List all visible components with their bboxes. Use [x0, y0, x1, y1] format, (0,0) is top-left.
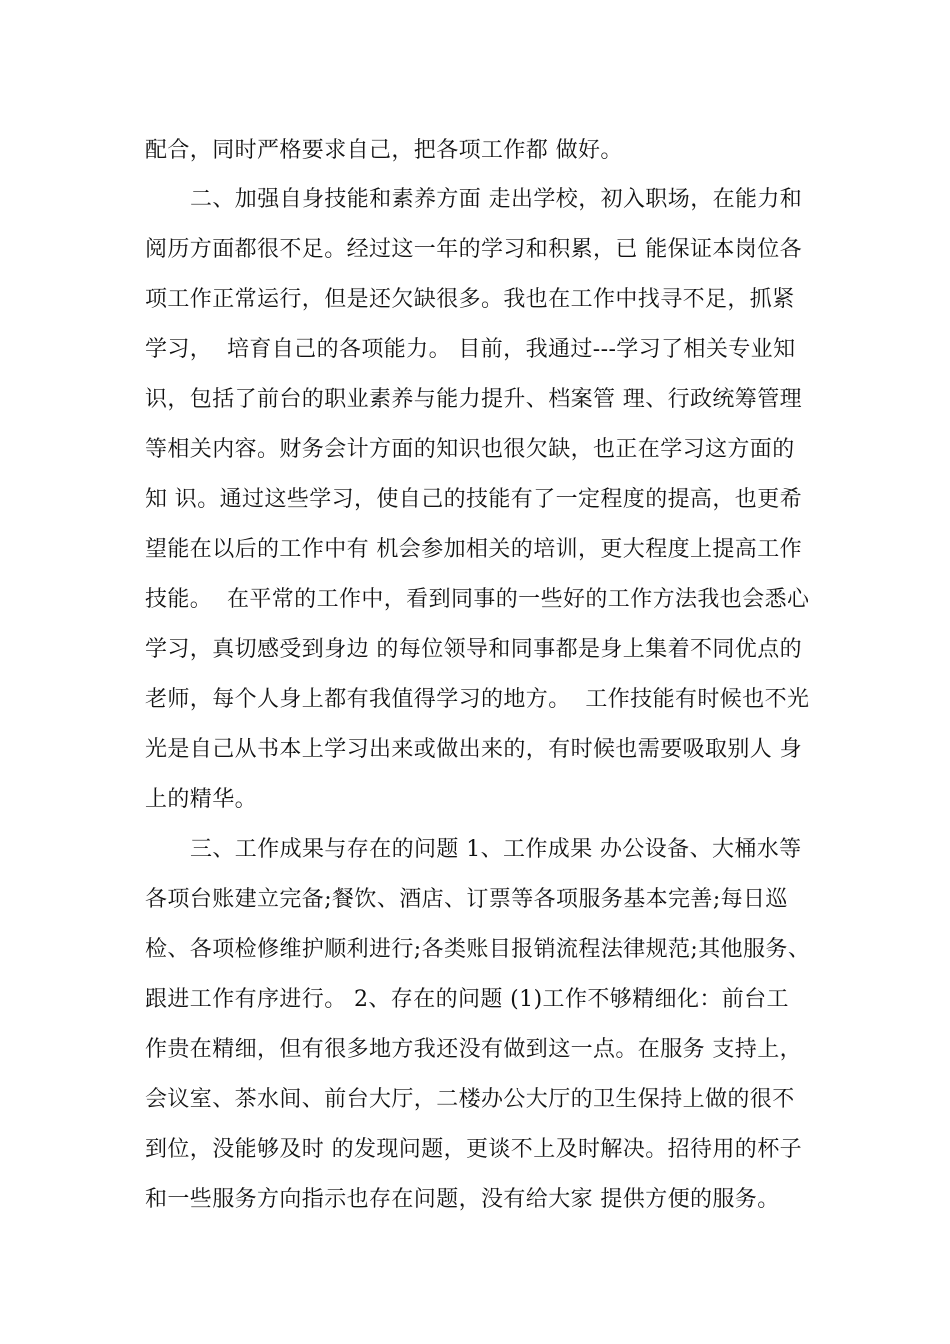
- text-line: 识，包括了前台的职业素养与能力提升、档案管 理、行政统筹管理: [145, 387, 802, 412]
- text-line: 光是自己从书本上学习出来或做出来的，有时候也需要吸取别人 身: [145, 737, 802, 762]
- text-line: 各项台账建立完备;餐饮、酒店、订票等各项服务基本完善;每日巡: [145, 887, 788, 912]
- text-line: 会议室、茶水间、前台大厅，二楼办公大厅的卫生保持上做的很不: [145, 1087, 795, 1112]
- text-line: 二、加强自身技能和素养方面 走出学校，初入职场，在能力和: [190, 187, 803, 212]
- text-line: 三、工作成果与存在的问题 1、工作成果 办公设备、大桶水等: [190, 837, 802, 862]
- text-line: 望能在以后的工作中有 机会参加相关的培训，更大程度上提高工作: [145, 537, 802, 562]
- text-line: 学习，真切感受到身边 的每位领导和同事都是身上集着不同优点的: [145, 637, 802, 662]
- text-line: 跟进工作有序进行。 2、存在的问题 (1)工作不够精细化：前台工: [145, 987, 789, 1012]
- text-line: 配合，同时严格要求自己，把各项工作都 做好。: [145, 138, 623, 163]
- text-line: 等相关内容。财务会计方面的知识也很欠缺，也正在学习这方面的: [145, 437, 795, 462]
- text-line: 检、各项检修维护顺利进行;各类账目报销流程法律规范;其他服务、: [145, 937, 811, 962]
- text-line: 学习， 培育自己的各项能力。 目前，我通过---学习了相关专业知: [145, 337, 796, 362]
- text-line: 阅历方面都很不足。经过这一年的学习和积累，已 能保证本岗位各: [145, 237, 802, 262]
- text-line: 和一些服务方向指示也存在问题，没有给大家 提供方便的服务。: [145, 1187, 780, 1212]
- text-line: 知 识。通过这些学习，使自己的技能有了一定程度的提高，也更希: [145, 487, 802, 512]
- text-line: 到位，没能够及时 的发现问题，更谈不上及时解决。招待用的杯子: [145, 1137, 802, 1162]
- text-line: 技能。 在平常的工作中，看到同事的一些好的工作方法我也会悉心: [145, 587, 810, 612]
- text-line: 老师，每个人身上都有我值得学习的地方。 工作技能有时候也不光: [145, 687, 810, 712]
- text-line: 项工作正常运行，但是还欠缺很多。我也在工作中找寻不足，抓紧: [145, 287, 795, 312]
- text-line: 作贵在精细，但有很多地方我还没有做到这一点。在服务 支持上，: [145, 1037, 802, 1062]
- text-line: 上的精华。: [145, 787, 258, 812]
